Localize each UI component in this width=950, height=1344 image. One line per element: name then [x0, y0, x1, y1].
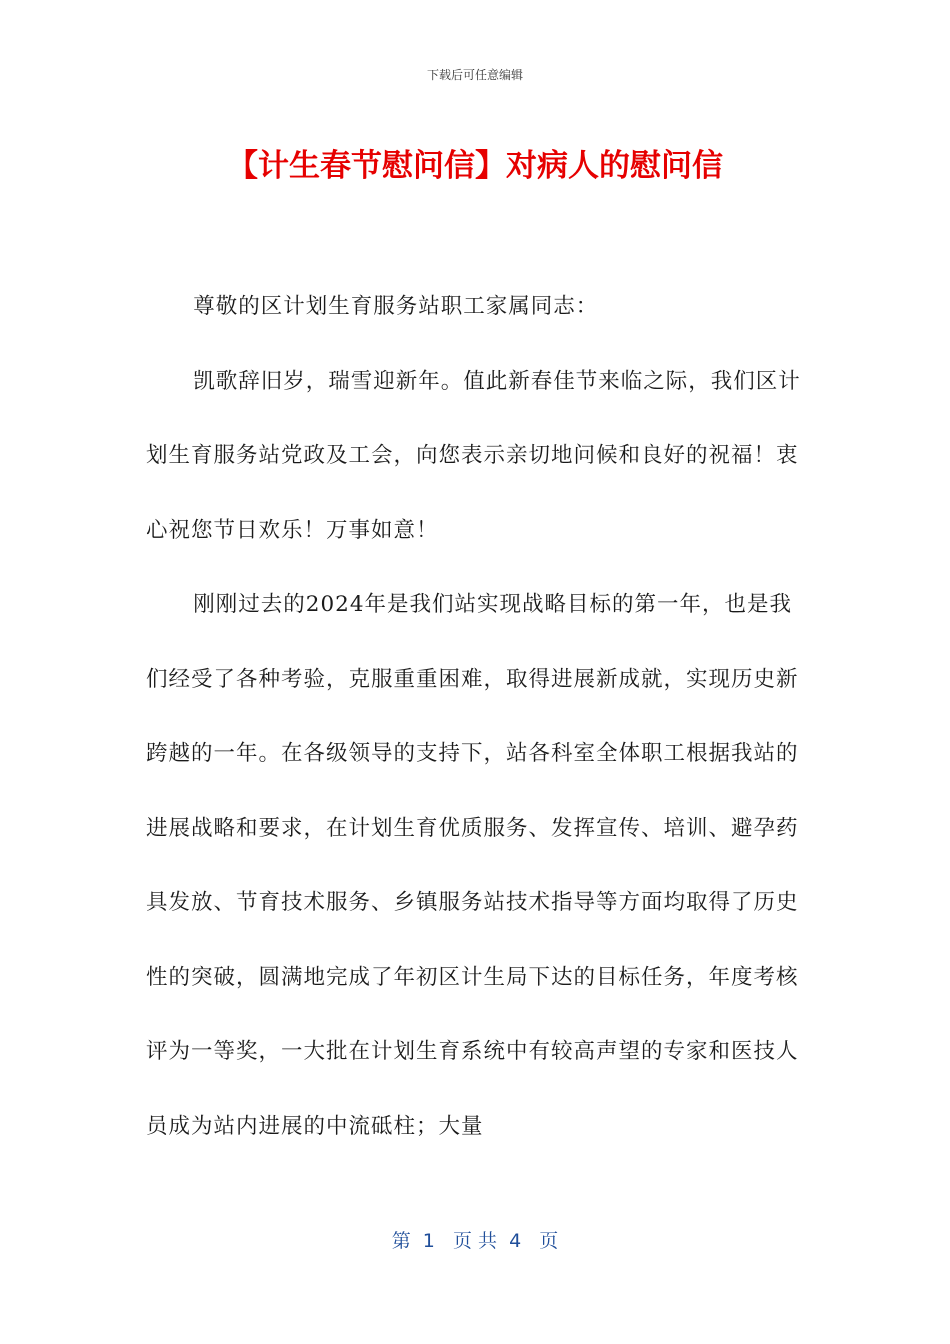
document-title: 【计生春节慰问信】对病人的慰问信 — [227, 148, 723, 184]
body-paragraph: 凯歌辞旧岁，瑞雪迎新年。值此新春佳节来临之际，我们区计划生育服务站党政及工会，向您表示亲切地问候和良好的祝福！衷心祝您节日欢乐！万事如意！ — [146, 368, 801, 543]
salutation-paragraph: 尊敬的区计划生育服务站职工家属同志： — [193, 294, 599, 319]
page-number-footer: 第 1 页 共 4 页 — [391, 1230, 559, 1252]
document-body — [146, 270, 806, 1164]
header-note: 下载后可任意编辑 — [426, 68, 523, 82]
body-paragraph: 刚刚过去的2024年是我们站实现战略目标的第一年，也是我们经受了各种考验，克服重重困难，取得进展新成就，实现历史新跨越的一年。在各级领导的支持下，站各科室全体职工根据我站的进展战略和要求，在计划生育优质服务、发挥宣传、培训、避孕药具发放、节育技术服务、乡镇服务站技术指导等方面均取得了历史性的突破，圆满地完成了年初区计生局下达的目标任务，年度考核评为一等奖，一大批在计划生育系统中有较高声望的专家和医技人员成为站内进展的中流砥柱；大量 — [146, 592, 799, 1139]
